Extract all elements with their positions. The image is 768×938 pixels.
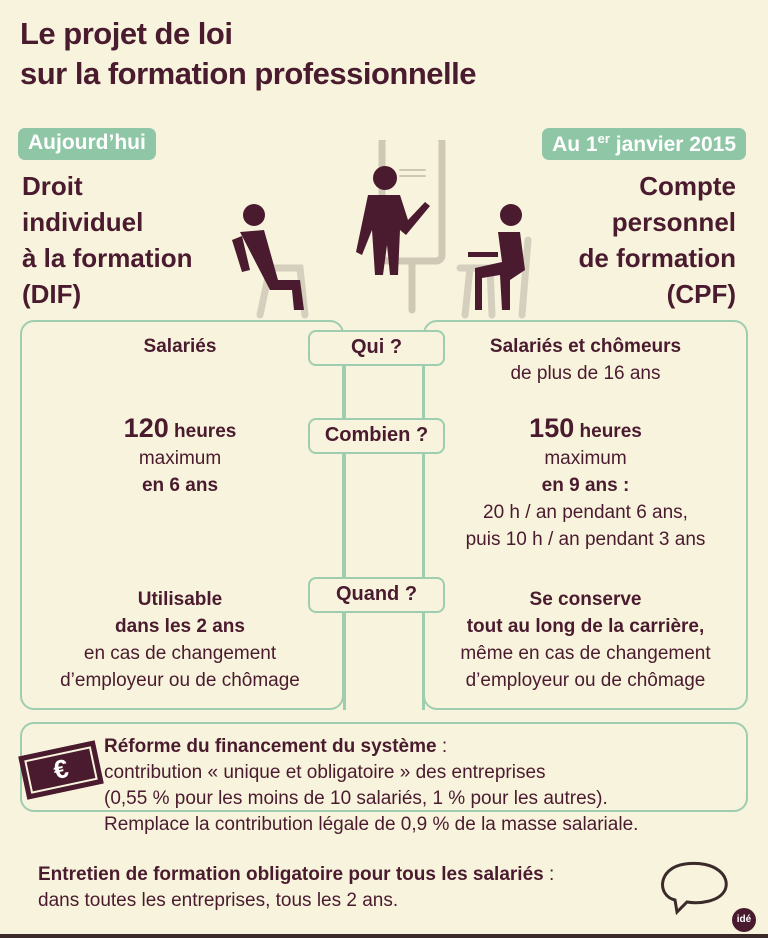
hours-value: 150 — [529, 413, 575, 443]
bottom-strip — [0, 934, 768, 938]
quand-line: dans les 2 ans — [115, 616, 245, 637]
quand-line: d’employeur ou de chômage — [60, 670, 300, 691]
speech-bubble-icon — [655, 858, 735, 918]
reform-line: (0,55 % pour les moins de 10 salariés, 1 % pour les autres). — [104, 788, 608, 809]
reform-title: Réforme du financement du système — [104, 736, 437, 757]
colon: : — [543, 864, 555, 885]
quand-line: même en cas de changement — [460, 643, 711, 664]
hours-unit: heures — [579, 421, 642, 442]
detail-line: puis 10 h / an pendant 3 ans — [465, 529, 706, 550]
footer-line: dans toutes les entreprises, tous les 2 ans. — [38, 890, 399, 911]
cpf-qui — [423, 333, 748, 387]
colon: : — [436, 736, 448, 757]
quand-line: Se conserve — [529, 589, 642, 610]
label-combien: Combien ? — [308, 418, 445, 454]
quand-line: Utilisable — [137, 589, 223, 610]
reform-line: contribution « unique et obligatoire » des entreprises — [104, 762, 546, 783]
hours-value: 120 — [123, 413, 169, 443]
tag-text: janvier 2015 — [609, 133, 736, 156]
heading-line: (DIF) — [22, 279, 82, 309]
title-line: sur la formation professionnelle — [20, 56, 476, 91]
title-line: Le projet de loi — [20, 16, 233, 51]
footer-text — [38, 862, 554, 914]
label-quand: Quand ? — [308, 577, 445, 613]
dif-qui: Salariés — [143, 336, 217, 357]
quand-line: tout au long de la carrière, — [466, 616, 705, 637]
ide-logo: idé — [732, 908, 756, 932]
footer-title: Entretien de formation obligatoire pour tous les salariés — [38, 864, 544, 885]
hours-unit: heures — [174, 421, 237, 442]
page-title — [20, 14, 476, 94]
quand-line: en cas de changement — [83, 643, 277, 664]
dif-quand — [20, 586, 340, 694]
quand-line: d’employeur ou de chômage — [465, 670, 706, 691]
years-text: en 9 ans : — [541, 475, 630, 496]
heading-line: individuel — [22, 207, 144, 237]
years-text: en 6 ans — [141, 475, 219, 496]
label-qui: Qui ? — [308, 330, 445, 366]
qui-line: de plus de 16 ans — [510, 363, 661, 384]
classroom-illustration — [220, 140, 550, 320]
heading-line: (CPF) — [666, 279, 736, 309]
connector-line — [343, 365, 346, 710]
max-text: maximum — [544, 448, 627, 469]
tag-text: Au 1 — [552, 133, 598, 156]
cpf-quand — [423, 586, 748, 694]
max-text: maximum — [138, 448, 222, 469]
qui-line: Salariés et chômeurs — [489, 336, 682, 357]
cpf-combien — [423, 415, 748, 553]
heading-line: personnel — [611, 207, 736, 237]
heading-line: à la formation — [22, 243, 193, 273]
reform-text — [104, 734, 638, 838]
euro-banknote-icon: € — [18, 740, 103, 799]
dif-heading — [22, 168, 192, 312]
tag-sup: er — [597, 131, 610, 146]
seated-person-right-icon — [468, 204, 525, 310]
detail-line: 20 h / an pendant 6 ans, — [483, 502, 688, 523]
tag-2015 — [542, 128, 746, 160]
cpf-heading — [579, 168, 736, 312]
tag-today: Aujourd’hui — [18, 128, 156, 160]
heading-line: Droit — [22, 171, 83, 201]
reform-line: Remplace la contribution légale de 0,9 % de la masse salariale. — [104, 814, 639, 835]
heading-line: Compte — [639, 171, 736, 201]
heading-line: de formation — [578, 243, 736, 273]
dif-combien — [20, 415, 340, 499]
